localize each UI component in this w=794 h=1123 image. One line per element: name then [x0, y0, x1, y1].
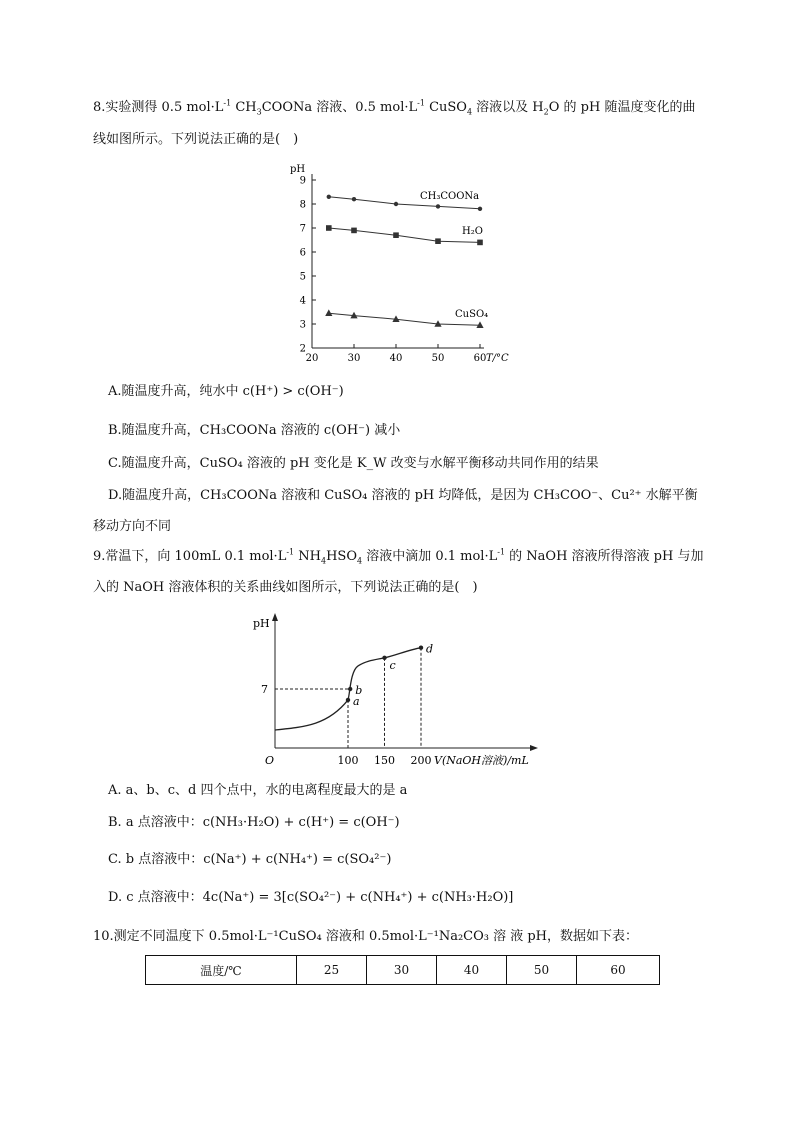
x-tick-label: 30	[347, 353, 361, 364]
q10-stem: 10.测定不同温度下 0.5mol·L⁻¹CuSO₄ 溶液和 0.5mol·L⁻¹Na₂CO₃ 溶 液 pH，数据如下表：	[93, 929, 639, 944]
data-point	[435, 238, 441, 244]
data-point	[348, 687, 352, 691]
data-point	[327, 195, 331, 199]
y-tick-label: 6	[299, 247, 306, 259]
y-axis-label: pH	[290, 164, 306, 175]
y-tick-label: 8	[299, 199, 306, 211]
table-header-cell: 60	[577, 956, 660, 985]
x-tick-label: 40	[389, 353, 403, 364]
table-row	[146, 956, 660, 985]
q8-stem-line2: 线如图所示。下列说法正确的是( )	[93, 132, 299, 147]
q8-option-d-cont: 移动方向不同	[93, 519, 172, 534]
data-point	[346, 698, 350, 702]
y-tick-label: 5	[299, 271, 306, 283]
table-header-cell: 50	[507, 956, 577, 985]
x-axis-label: T/°C	[486, 353, 509, 364]
x-tick-label: 100	[337, 754, 359, 767]
q9-option-c: C. b 点溶液中：c(Na⁺) + c(NH₄⁺) = c(SO₄²⁻)	[108, 852, 392, 867]
q10-data-table	[145, 955, 660, 985]
q8-option-d: D.随温度升高，CH₃COONa 溶液和 CuSO₄ 溶液的 pH 均降低，是因为 CH₃COO⁻、Cu²⁺ 水解平衡	[108, 488, 698, 503]
x-tick-label: 50	[431, 353, 445, 364]
y-tick-label: 7	[261, 683, 268, 696]
data-point	[419, 646, 423, 650]
q9-stem-line2: 入的 NaOH 溶液体积的关系曲线如图所示，下列说法正确的是( )	[93, 580, 478, 595]
data-point	[478, 207, 482, 211]
table-header-cell: 40	[437, 956, 507, 985]
titration-curve-chart	[245, 608, 550, 773]
y-tick-label: 2	[299, 343, 306, 355]
q8-stem-line1: 8.实验测得 0.5 $mol\cdot L^{-1}$ $CH_3COONa$ 溶液、0.5 $mol\cdot L^{-1}$ CuSO$_4$ 溶液以及 $H_2O$ 的 pH 随温度变化的曲	[93, 98, 696, 117]
data-point	[394, 202, 398, 206]
x-axis-arrow	[530, 745, 538, 751]
data-point	[351, 228, 357, 234]
table-header-cell: 温度/℃	[146, 956, 297, 985]
data-point	[325, 309, 332, 316]
table-header-cell: 30	[367, 956, 437, 985]
y-tick-label: 9	[299, 175, 306, 187]
x-tick-label: 60	[473, 353, 487, 364]
x-axis-label: V(NaOH溶液)/mL	[434, 754, 529, 767]
data-point	[436, 204, 440, 208]
x-tick-label: 150	[374, 754, 395, 767]
data-point	[352, 197, 356, 201]
data-point	[382, 656, 386, 660]
point-label: c	[389, 658, 396, 672]
y-tick-label: 7	[299, 223, 306, 235]
origin-label: O	[265, 754, 275, 767]
data-point	[477, 240, 483, 246]
y-axis-label: pH	[253, 617, 270, 630]
data-point	[326, 225, 332, 231]
q9-option-d: D. c 点溶液中：4c(Na⁺) = 3[c(SO₄²⁻) + c(NH₄⁺) + c(NH₃·H₂O)]	[108, 890, 514, 905]
table-header-cell: 25	[297, 956, 367, 985]
ph-temperature-chart	[280, 155, 525, 365]
x-tick-label: 20	[305, 353, 319, 364]
point-label: a	[353, 694, 360, 708]
q8-option-c: C.随温度升高，CuSO₄ 溶液的 pH 变化是 K_W 改变与水解平衡移动共同作用的结果	[108, 456, 599, 471]
q8-option-a: A.随温度升高，纯水中 c(H⁺) > c(OH⁻)	[108, 384, 344, 399]
series-label: H₂O	[462, 226, 483, 237]
x-tick-label: 200	[410, 754, 432, 767]
q9-option-b: B. a 点溶液中：c(NH₃·H₂O) + c(H⁺) = c(OH⁻)	[108, 815, 400, 830]
y-axis-arrow	[272, 613, 278, 621]
series-label: CuSO₄	[455, 309, 489, 320]
point-label: b	[355, 684, 363, 697]
y-tick-label: 4	[299, 295, 306, 307]
q8-option-b: B.随温度升高，CH₃COONa 溶液的 c(OH⁻) 减小	[108, 423, 401, 438]
y-tick-label: 3	[299, 319, 306, 331]
q9-option-a: A. a、b、c、d 四个点中，水的电离程度最大的是 a	[108, 783, 408, 798]
point-label: d	[426, 642, 434, 656]
q9-stem-line1: 9.常温下，向 100mL 0.1 $mol\cdot L^{-1}$ $NH_4HSO_4$ 溶液中滴加 0.1 $mol\cdot L^{-1}$ 的 NaOH 溶液所得溶液 pH 与加	[93, 547, 704, 566]
data-point	[393, 232, 399, 238]
series-label: CH₃COONa	[420, 191, 480, 202]
